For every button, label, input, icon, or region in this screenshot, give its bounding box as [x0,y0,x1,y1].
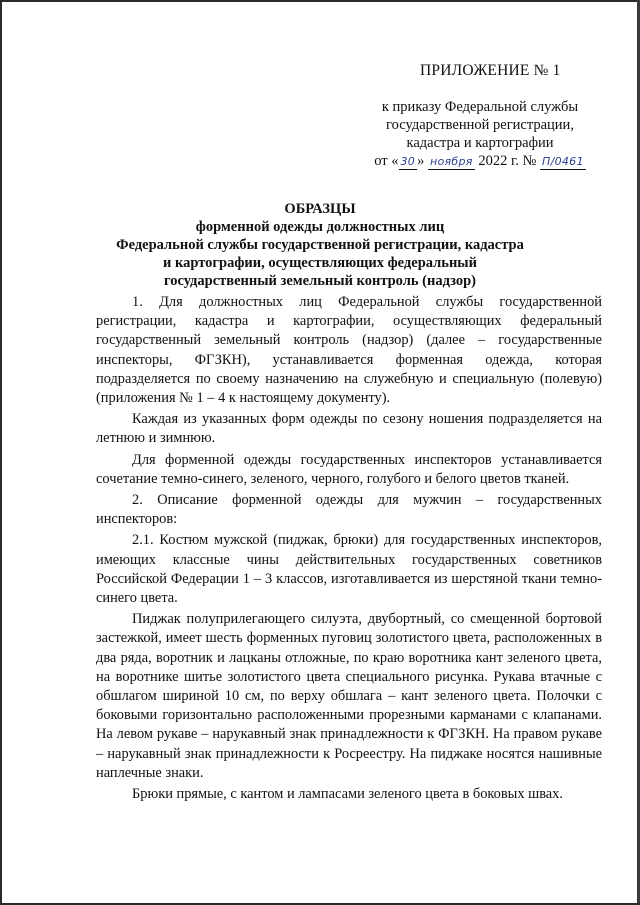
scan-border-left [0,0,2,905]
order-number-handwritten: П/0461 [542,155,584,168]
document-title [110,200,530,290]
title-line-2: форменной одежды должностных лиц [195,219,445,235]
paragraph: 2.1. Костюм мужской (пиджак, брюки) для государственных инспекторов, имеющих классные чины действительных государственных советников Российской Федерации 1 – 3 классов, изготавливается из шерстяной ткани темно-синего цвета. [96,532,602,607]
title-line-3: Федеральной службы государственной регистрации, кадастра [116,237,524,253]
order-reference [360,98,600,170]
order-ref-line3: кадастра и картографии [406,135,554,151]
scan-border-top [0,0,640,2]
order-year: 2022 г. № [478,153,537,169]
order-date-prefix: от « [374,153,399,169]
order-day-handwritten: 30 [400,155,416,168]
order-date-mid: » [417,153,425,169]
title-line-4: и картографии, осуществляющих федеральный [163,255,477,271]
paragraph: 1. Для должностных лиц Федеральной службы государственной регистрации, кадастра и картографии, осуществляющих федеральный государственный земельный контроль (надзор) (далее – государственные инспекторы, ФГЗКН), устанавливается форменная одежда, которая подразделяется по своему назначению на служебную и специальную (полевую) (приложения № 1 – 4 к настоящему документу). [96,294,602,407]
title-line-5: государственный земельный контроль (надзор) [163,273,477,289]
paragraph: Брюки прямые, с кантом и лампасами зеленого цвета в боковых швах. [132,786,563,803]
order-ref-date-line [360,152,600,170]
appendix-label: ПРИЛОЖЕНИЕ № 1 [420,62,561,79]
title-line-1: ОБРАЗЦЫ [284,201,356,217]
order-ref-line2: государственной регистрации, [386,117,574,133]
paragraph: Каждая из указанных форм одежды по сезону ношения подразделяется на летнюю и зимнюю. [96,411,602,447]
document-body [96,293,602,804]
paragraph: Пиджак полуприлегающего силуэта, двубортный, со смещенной бортовой застежкой, имеет шесть форменных пуговиц золотистого цвета, расположенных в два ряда, воротник и лацканы отложные, по краю воротника кант зеленого цвета, на воротнике шитье золотистого цвета специального рисунка. Рукава втачные с обшлагом шириной 10 см, по верху обшлага – кант зеленого цвета. Полочки с боковыми горизонтально расположенными прорезными карманами с клапанами. На левом рукаве – нарукавный знак принадлежности к ФГЗКН. На правом рукаве – нарукавный знак принадлежности к Росреестру. На пиджаке носятся нашивные наплечные знаки. [96,611,602,781]
paragraph: Для форменной одежды государственных инспекторов устанавливается сочетание темно-синего, зеленого, черного, голубого и белого цветов тканей. [96,451,602,487]
order-ref-line1: к приказу Федеральной службы [381,99,579,115]
order-month-handwritten: ноября [429,155,473,168]
paragraph: 2. Описание форменной одежды для мужчин – государственных инспекторов: [96,492,602,528]
